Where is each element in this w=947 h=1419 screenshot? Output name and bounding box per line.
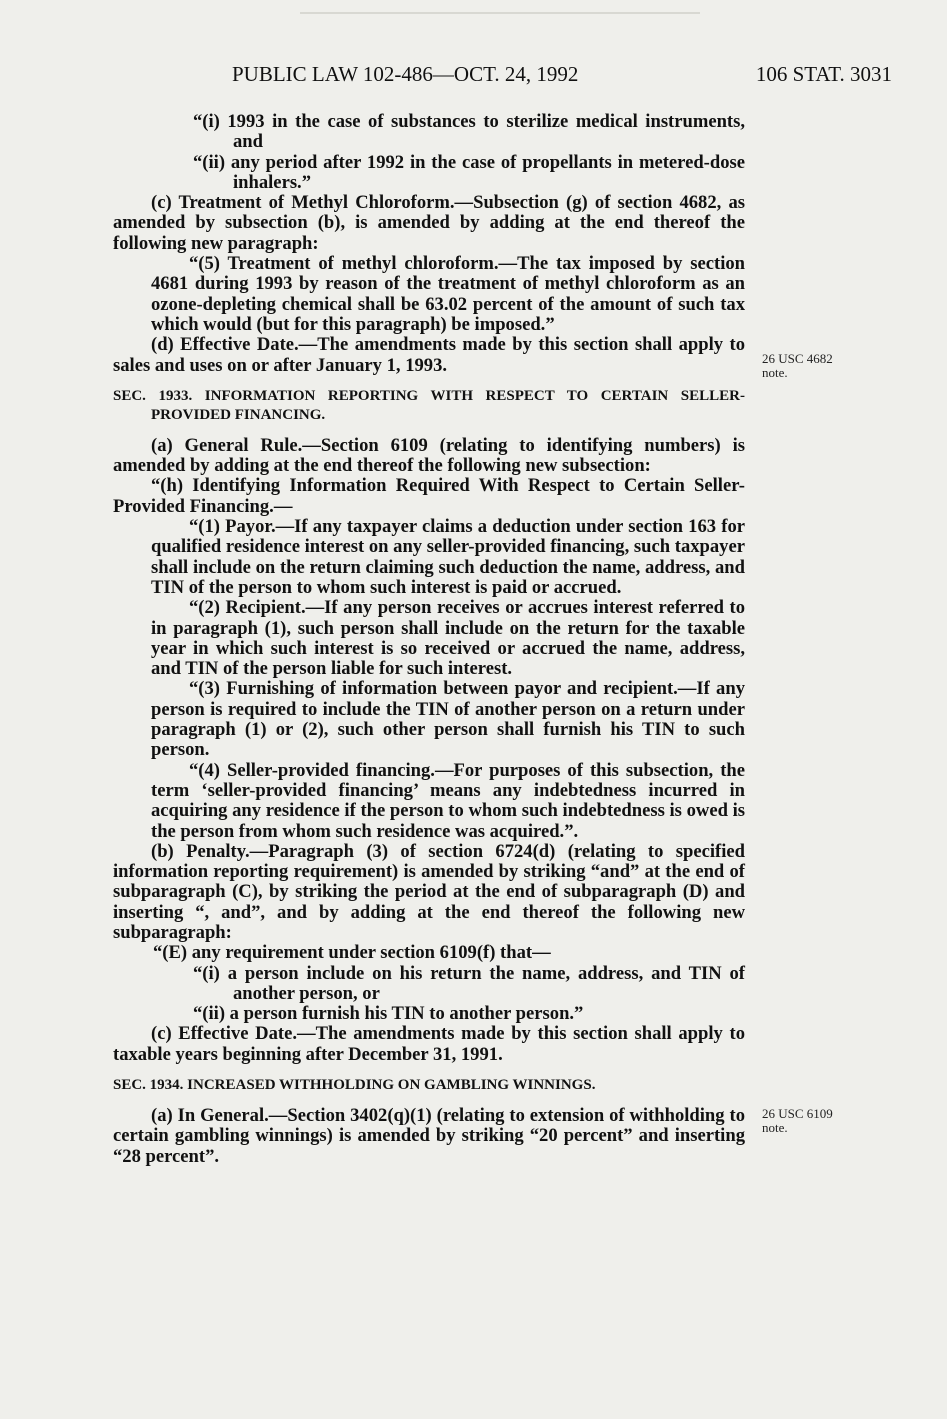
section-heading: SEC. 1933. INFORMATION REPORTING WITH RESPECT TO CERTAIN SELLER-PROVIDED FINANCING.: [113, 387, 745, 423]
page-header: [232, 62, 892, 92]
subsection-heading: “(h) Identifying Information Required With Respect to Certain Seller-Provided Financing.—: [113, 475, 745, 517]
section-heading: SEC. 1934. INCREASED WITHHOLDING ON GAMBLING WINNINGS.: [113, 1077, 596, 1094]
paragraph: “(1) Payor.—If any taxpayer claims a deduction under section 163 for qualified residence interest on any seller-provided financing, such taxpayer shall include on the return claiming such deduction the name, address, and TIN of the person to whom such interest is paid or accrued.: [151, 516, 745, 598]
bleed-through-rule: [300, 12, 700, 14]
paragraph: “(ii) a person furnish his TIN to another person.”: [193, 1003, 584, 1025]
paragraph: “(i) 1993 in the case of substances to sterilize medical instruments, and: [193, 111, 745, 153]
document-body: [113, 112, 745, 1167]
header-stat-citation: 106 STAT. 3031: [755, 62, 892, 86]
paragraph: “(4) Seller-provided financing.—For purposes of this subsection, the term ‘seller-provided financing’ means any indebtedness incurred in acquiring any residence if the person to whom such indebtedness is owed is the person from whom such residence was acquired.”.: [151, 759, 745, 842]
paragraph: “(2) Recipient.—If any person receives or accrues interest referred to in paragraph (1), such person shall include on the return for the taxable year in which such interest is so received or accrued the name, address, and TIN of the person liable for such interest.: [151, 597, 745, 680]
paragraph: (b) Penalty.—Paragraph (3) of section 6724(d) (relating to specified information reporting requirement) is amended by striking “and” at the end of subparagraph (C), by striking the period at the end of subparagraph (D) and inserting “, and”, and by adding at the end thereof the following new subparagraph:: [113, 840, 745, 943]
paragraph: “(3) Furnishing of information between payor and recipient.—If any person is required to include the TIN of another person on a return under paragraph (1) or (2), such other person shall furnish his TIN to such person.: [151, 678, 745, 761]
paragraph: (c) Effective Date.—The amendments made by this section shall apply to taxable years beginning after December 31, 1991.: [113, 1023, 745, 1065]
paragraph: “(ii) any period after 1992 in the case of propellants in metered-dose inhalers.”: [193, 151, 745, 193]
paragraph: (a) General Rule.—Section 6109 (relating to identifying numbers) is amended by adding at the end thereof the following new subsection:: [113, 434, 745, 477]
paragraph: “(E) any requirement under section 6109(f) that—: [153, 942, 551, 964]
paragraph: (a) In General.—Section 3402(q)(1) (relating to extension of withholding to certain gambling winnings) is amended by striking “20 percent” and inserting “28 percent”.: [113, 1105, 745, 1167]
paragraph: “(i) a person include on his return the name, address, and TIN of another person, or: [193, 962, 745, 1004]
paragraph: (c) Treatment of Methyl Chloroform.—Subsection (g) of section 4682, as amended by subsection (b), is amended by adding at the end thereof the following new paragraph:: [113, 192, 745, 254]
margin-note-6109: 26 USC 6109 note.: [762, 1106, 833, 1135]
header-title: PUBLIC LAW 102-486—OCT. 24, 1992: [232, 62, 579, 86]
paragraph: (d) Effective Date.—The amendments made by this section shall apply to sales and uses on or after January 1, 1993.: [113, 334, 745, 376]
margin-note-4682: 26 USC 4682 note.: [762, 351, 833, 380]
paragraph: “(5) Treatment of methyl chloroform.—The tax imposed by section 4681 during 1993 by reason of the treatment of methyl chloroform as an ozone-depleting chemical shall be 63.02 percent of the amount of such tax which would (but for this paragraph) be imposed.”: [151, 253, 745, 335]
